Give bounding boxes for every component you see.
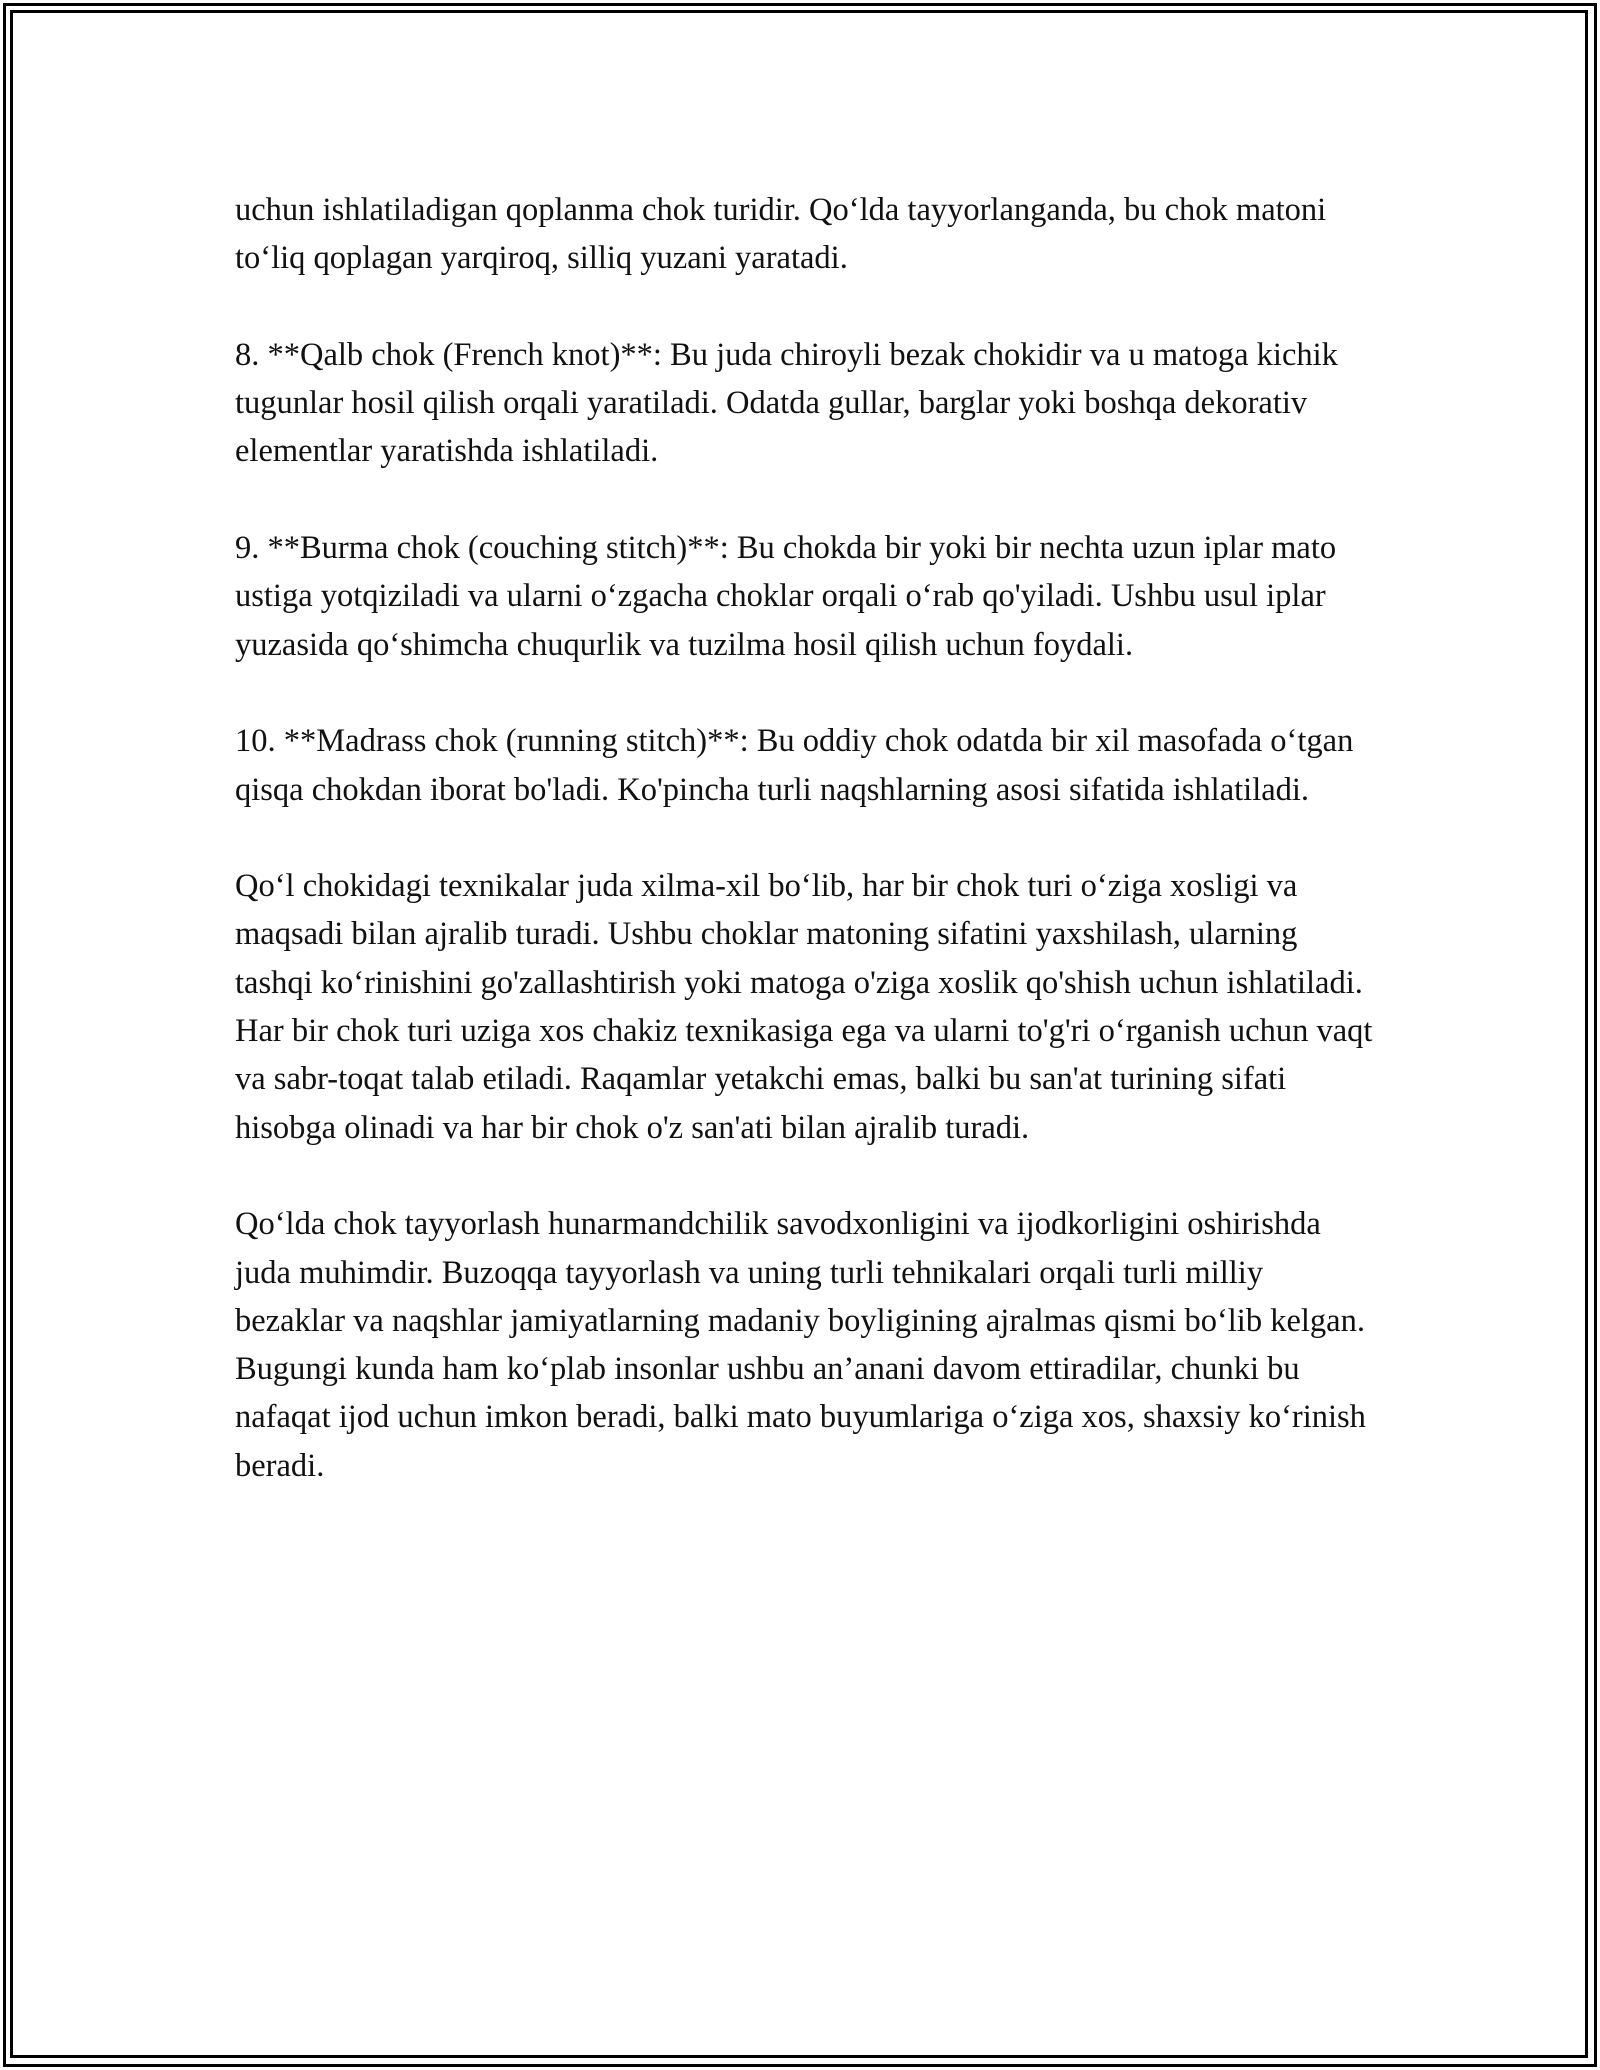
paragraph-conclusion: Qo‘lda chok tayyorlash hunarmandchilik savodxonligini va ijodkorligini oshirishda juda muhimdir. Buzoqqa tayyorlash va uning turli tehnikalari orqali turli milliy bezaklar va naqshlar jamiyatlarning madaniy boyligining ajralmas qismi bo‘lib kelgan. Bugungi kunda ham ko‘plab insonlar ushbu an’anani davom ettiradilar, chunki bu nafaqat ijod uchun imkon beradi, balki mato buyumlariga o‘ziga xos, shaxsiy ko‘rinish beradi. [235, 1206, 1366, 1484]
paragraph-item-10: 10. **Madrass chok (running stitch)**: Bu oddiy chok odatda bir xil masofada o‘tgan qisqa chokdan iborat bo'ladi. Ko'pincha turli naqshlarning asosi sifatida ishlatiladi. [235, 723, 1354, 808]
paragraph-item-9: 9. **Burma chok (couching stitch)**: Bu chokda bir yoki bir nechta uzun iplar mato ustiga yotqiziladi va ularni o‘zgacha choklar orqali o‘rab qo'yiladi. Ushbu usul iplar yuzasida qo‘shimcha chuqurlik va tuzilma hosil qilish uchun foydali. [235, 530, 1337, 663]
paragraph-summary: Qo‘l chokidagi texnikalar juda xilma-xil bo‘lib, har bir chok turi o‘ziga xosligi va maqsadi bilan ajralib turadi. Ushbu choklar matoning sifatini yaxshilash, ularning tashqi ko‘rinishini go'zallashtirish yoki matoga o'ziga xoslik qo'shish uchun ishlatiladi. Har bir chok turi uziga xos chakiz texnikasiga ega va ularni to'g'ri o‘rganish uchun vaqt va sabr-toqat talab etiladi. Raqamlar yetakchi emas, balki bu san'at turining sifati hisobga olinadi va har bir chok o'z san'ati bilan ajralib turadi. [235, 868, 1373, 1146]
paragraph-continuation: uchun ishlatiladigan qoplanma chok turidir. Qo‘lda tayyorlanganda, bu chok matoni to‘liq qoplagan yarqiroq, silliq yuzani yaratadi. [235, 192, 1327, 277]
document-body [235, 186, 1375, 1538]
paragraph-item-8: 8. **Qalb chok (French knot)**: Bu juda chiroyli bezak chokidir va u matoga kichik tugunlar hosil qilish orqali yaratiladi. Odatda gullar, barglar yoki boshqa dekorativ elementlar yaratishda ishlatiladi. [235, 336, 1338, 470]
